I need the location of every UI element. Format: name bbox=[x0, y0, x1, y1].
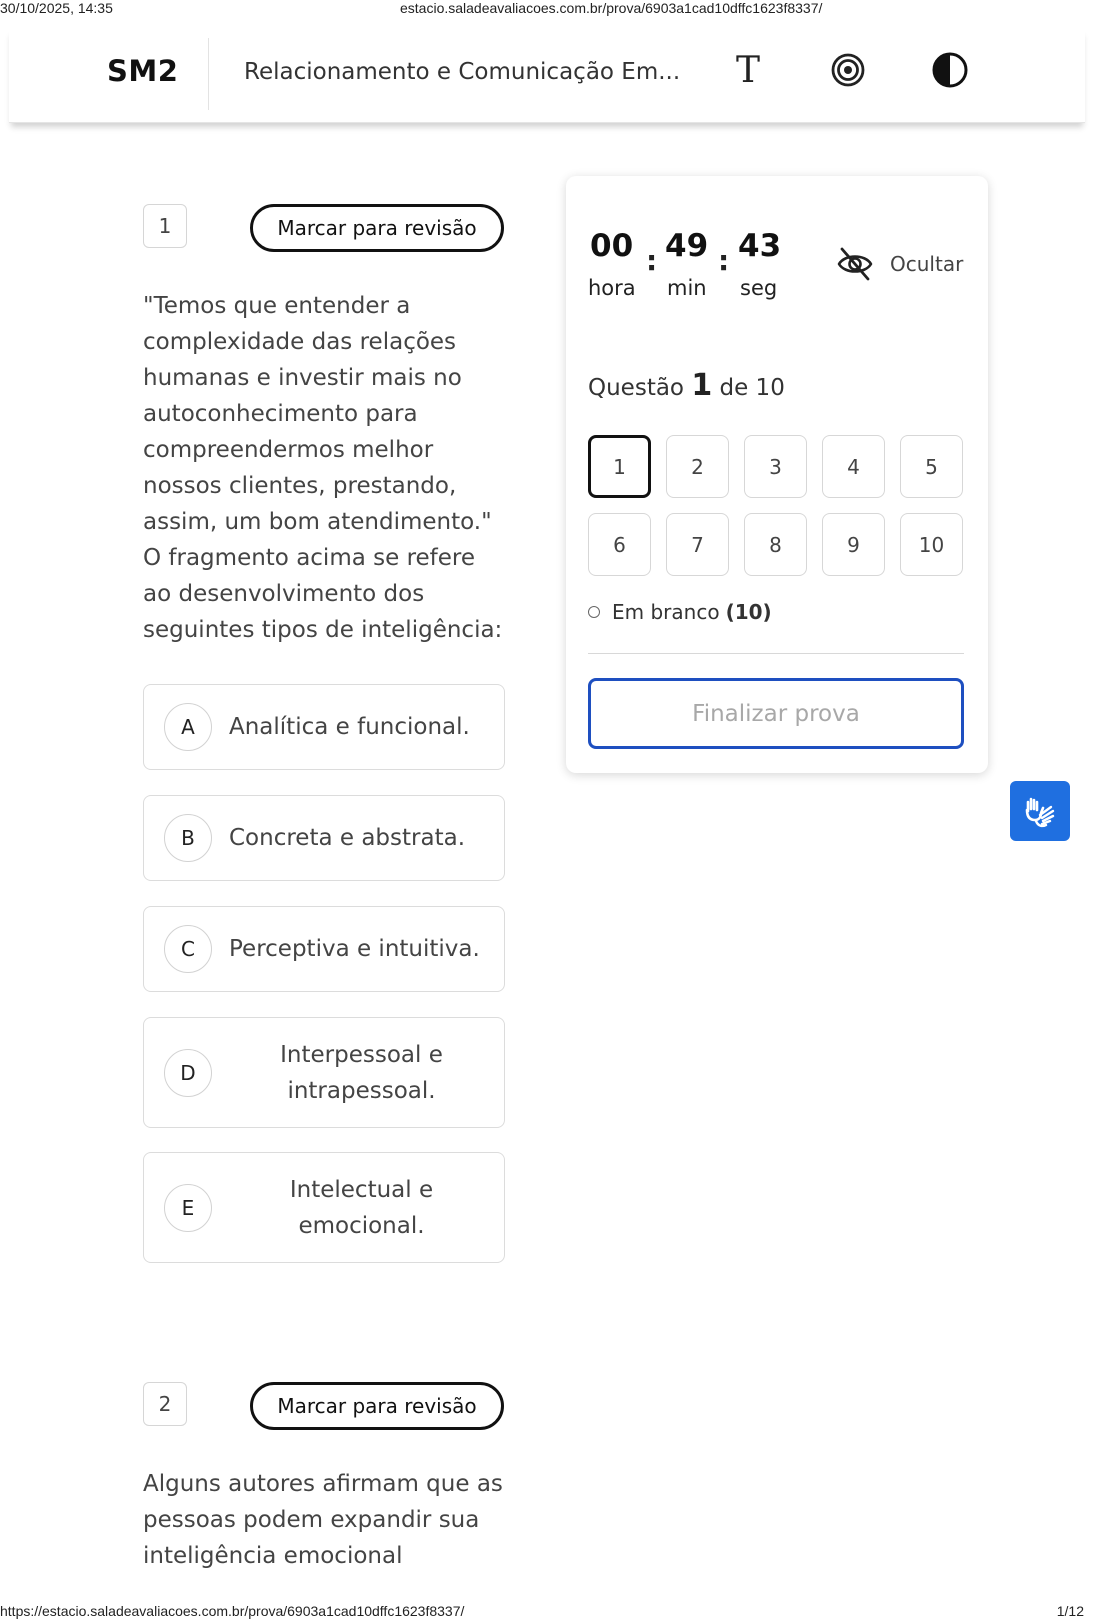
option-c[interactable] bbox=[143, 906, 505, 992]
hide-timer-button[interactable] bbox=[836, 242, 976, 286]
hide-label: Ocultar bbox=[890, 252, 964, 276]
blank-count: (10) bbox=[725, 600, 772, 624]
option-text: Concreta e abstrata. bbox=[229, 825, 466, 851]
option-text: Perceptiva e intuitiva. bbox=[229, 936, 480, 962]
option-e[interactable] bbox=[143, 1152, 505, 1263]
target-icon bbox=[830, 52, 866, 88]
panel-divider bbox=[588, 653, 964, 654]
topbar-divider bbox=[208, 38, 209, 110]
question-counter-prefix: Questão bbox=[588, 375, 684, 401]
sign-language-hands-icon bbox=[1020, 791, 1060, 831]
timer-minutes: 49 bbox=[665, 228, 709, 264]
font-size-button[interactable] bbox=[726, 48, 770, 92]
question-nav-button[interactable]: 10 bbox=[900, 513, 963, 576]
question-nav-button[interactable]: 3 bbox=[744, 435, 807, 498]
question-nav-button[interactable]: 6 bbox=[588, 513, 651, 576]
question-text: "Temos que entender a complexidade das relações humanas e investir mais no autoconhecimento para compreendermos melhor nossos clientes, prestando, assim, um bom atendimento." O fragmento acima se refere ao desenvolvimento dos seguintes tipos de inteligência: bbox=[143, 293, 503, 643]
option-letter: B bbox=[164, 814, 212, 862]
question-text: Alguns autores afirmam que as pessoas podem expandir sua inteligência emocional bbox=[143, 1471, 503, 1569]
timer-seconds: 43 bbox=[738, 228, 782, 264]
option-letter: E bbox=[164, 1184, 212, 1232]
option-text: Intelectual e emocional. bbox=[289, 1176, 434, 1239]
exam-panel bbox=[566, 176, 988, 773]
question-nav-button[interactable]: 9 bbox=[822, 513, 885, 576]
eye-off-icon bbox=[836, 245, 874, 283]
question-counter bbox=[588, 368, 785, 403]
top-bar bbox=[9, 28, 1085, 123]
print-url: https://estacio.saladeavaliacoes.com.br/prova/6903a1cad10dffc1623f8337/ bbox=[0, 1603, 465, 1619]
question-nav-button[interactable]: 1 bbox=[588, 435, 651, 498]
libras-accessibility-button[interactable] bbox=[1010, 781, 1070, 841]
logo: SM2 bbox=[107, 54, 179, 88]
question-number: 1 bbox=[143, 204, 187, 248]
question-nav-button[interactable]: 7 bbox=[666, 513, 729, 576]
blank-status bbox=[588, 600, 772, 624]
option-text: Interpessoal e intrapessoal. bbox=[280, 1041, 443, 1104]
option-letter: D bbox=[164, 1049, 212, 1097]
blank-dot-icon bbox=[588, 606, 600, 618]
course-title: Relacionamento e Comunicação Em... bbox=[244, 59, 681, 85]
question-nav-button[interactable]: 5 bbox=[900, 435, 963, 498]
finish-exam-button[interactable]: Finalizar prova bbox=[588, 678, 964, 749]
option-b[interactable] bbox=[143, 795, 505, 881]
question-nav-button[interactable]: 8 bbox=[744, 513, 807, 576]
timer-separator: : bbox=[646, 244, 658, 277]
timer-hours: 00 bbox=[590, 228, 634, 264]
mark-for-review-button[interactable]: Marcar para revisão bbox=[250, 1382, 504, 1430]
timer-separator: : bbox=[718, 244, 730, 277]
contrast-icon bbox=[931, 51, 969, 89]
question-number: 2 bbox=[143, 1382, 187, 1426]
question-counter-current: 1 bbox=[691, 368, 713, 403]
mark-for-review-button[interactable]: Marcar para revisão bbox=[250, 204, 504, 252]
print-page-number: 1/12 bbox=[1056, 1603, 1084, 1619]
blank-label: Em branco bbox=[612, 600, 720, 624]
print-date: 30/10/2025, 14:35 bbox=[0, 0, 113, 16]
question-counter-suffix: de 10 bbox=[719, 375, 785, 401]
option-letter: C bbox=[164, 925, 212, 973]
option-a[interactable] bbox=[143, 684, 505, 770]
option-d[interactable] bbox=[143, 1017, 505, 1128]
print-page-title: estacio.saladeavaliacoes.com.br/prova/6903a1cad10dffc1623f8337/ bbox=[400, 0, 823, 16]
timer-minutes-label: min bbox=[667, 276, 707, 300]
option-text: Analítica e funcional. bbox=[229, 714, 470, 740]
contrast-button[interactable] bbox=[928, 48, 972, 92]
timer-hours-label: hora bbox=[588, 276, 636, 300]
question-nav-button[interactable]: 2 bbox=[666, 435, 729, 498]
timer-seconds-label: seg bbox=[740, 276, 778, 300]
option-letter: A bbox=[164, 703, 212, 751]
question-nav-button[interactable]: 4 bbox=[822, 435, 885, 498]
font-size-icon: T bbox=[735, 49, 760, 91]
focus-mode-button[interactable] bbox=[826, 48, 870, 92]
